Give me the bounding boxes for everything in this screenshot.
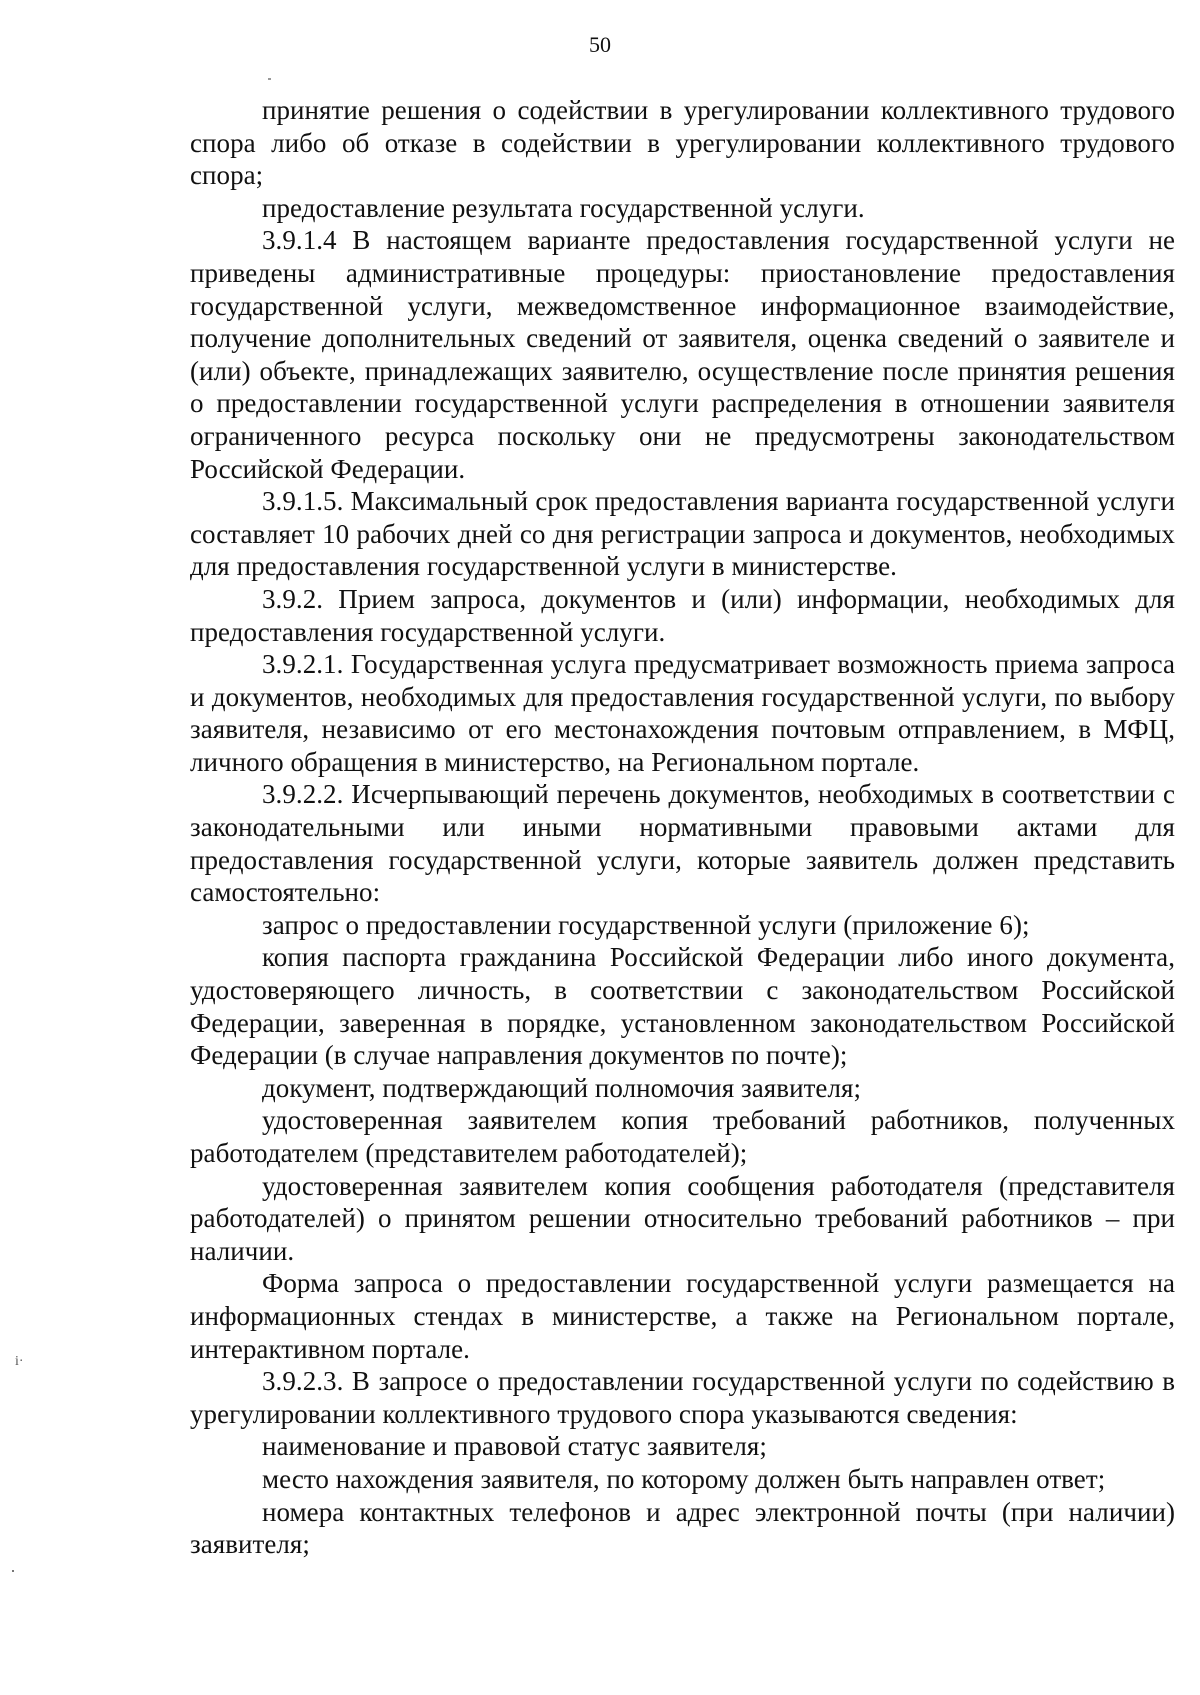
paragraph: 3.9.2. Прием запроса, документов и (или) информации, необходимых для предоставления государственной услуги. <box>190 583 1175 647</box>
list-item: наименование и правовой статус заявителя; <box>262 1431 767 1462</box>
list-item: удостоверенная заявителем копия сообщения работодателя (представителя работодателей) о принятом решении относительно требований работников – при наличии. <box>190 1170 1175 1266</box>
paragraph: принятие решения о содействии в урегулировании коллективного трудового спора либо об отказе в содействии в урегулировании коллективного трудового спора; <box>190 95 1175 191</box>
paragraph: 3.9.2.3. В запросе о предоставлении государственной услуги по содействию в урегулировании коллективного трудового спора указываются сведения: <box>190 1366 1175 1429</box>
paragraph: 3.9.1.4 В настоящем варианте предоставления государственной услуги не приведены административные процедуры: приостановление предоставления государственной услуги, межведомственное информационное взаимодействие, получение дополнительных сведений от заявителя, оценка сведений о заявителе и (или) объекте, принадлежащих заявителю, осуществление после принятия решения о предоставлении государственной услуги распределения в отношении заявителя ограниченного ресурса поскольку они не предусмотрены законодательством Российской Федерации. <box>190 225 1175 484</box>
paragraph: 3.9.2.1. Государственная услуга предусматривает возможность приема запроса и документов, необходимых для предоставления государственной услуги, по выбору заявителя, независимо от его местонахождения почтовым отправлением, в МФЦ, личного обращения в министерство, на Региональном портале. <box>190 649 1175 777</box>
list-item: документ, подтверждающий полномочия заявителя; <box>262 1072 862 1103</box>
paragraph: 3.9.2.2. Исчерпывающий перечень документов, необходимых в соответствии с законодательными или иными нормативными правовыми актами для предоставления государственной услуги, которые заявитель должен представить самостоятельно: <box>190 779 1175 908</box>
list-item: номера контактных телефонов и адрес электронной почты (при наличии) заявителя; <box>190 1496 1175 1560</box>
document-body <box>190 94 1175 1561</box>
list-item: копия паспорта гражданина Российской Федерации либо иного документа, удостоверяющего личность, в соответствии с законодательством Российской Федерации, заверенная в порядке, установленном законодательством Российской Федерации (в случае направления документов по почте); <box>190 942 1175 1071</box>
paragraph: 3.9.1.5. Максимальный срок предоставления варианта государственной услуги составляет 10 рабочих дней со дня регистрации запроса и документов, необходимых для предоставления государственной услуги в министерстве. <box>190 486 1175 582</box>
scan-mark: i· <box>15 1354 24 1369</box>
scan-speck <box>268 78 271 80</box>
list-item: удостоверенная заявителем копия требований работников, полученных работодателем (представителем работодателей); <box>190 1105 1175 1168</box>
scan-speck <box>12 1570 14 1572</box>
list-item: запрос о предоставлении государственной услуги (приложение 6); <box>262 909 1030 940</box>
page-number: 50 <box>589 32 611 57</box>
list-item: место нахождения заявителя, по которому должен быть направлен ответ; <box>262 1463 1106 1494</box>
paragraph: предоставление результата государственной услуги. <box>262 192 865 223</box>
paragraph: Форма запроса о предоставлении государственной услуги размещается на информационных стендах в министерстве, а также на Региональном портале, интерактивном портале. <box>190 1268 1175 1364</box>
